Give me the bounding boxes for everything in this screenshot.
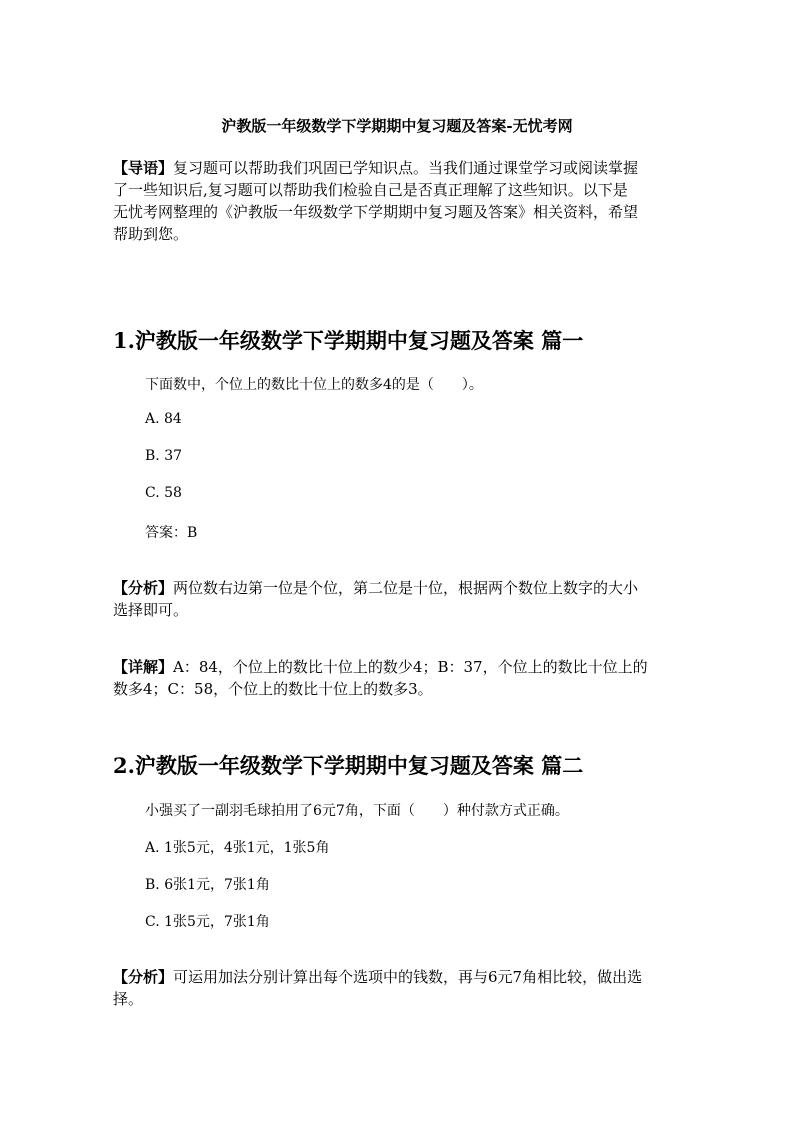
section-1-question: 下面数中，个位上的数比十位上的数多4的是（ ）。 xyxy=(145,377,483,393)
section-1-analysis-line-1 xyxy=(113,577,638,599)
section-2-analysis-tag: 【分析】 xyxy=(113,968,174,986)
section-2-analysis-line-1 xyxy=(113,966,642,988)
intro-line-2: 了一些知识后,复习题可以帮助我们检验自己是否真正理解了这些知识。以下是 xyxy=(113,181,628,199)
intro-tag: 【导语】 xyxy=(113,159,174,177)
intro-line-3: 无忧考网整理的《沪教版一年级数学下学期期中复习题及答案》相关资料，希望 xyxy=(113,203,639,221)
section-1-heading: 1.沪教版一年级数学下学期期中复习题及答案 篇一 xyxy=(113,328,584,353)
section-2-option-a: A. 1张5元，4张1元，1张5角 xyxy=(145,840,330,856)
section-1-analysis-line-2: 选择即可。 xyxy=(113,601,189,619)
intro-line-4: 帮助到您。 xyxy=(113,225,189,243)
section-2-heading: 2.沪教版一年级数学下学期期中复习题及答案 篇二 xyxy=(113,753,584,778)
section-1-option-b: B. 37 xyxy=(145,448,183,464)
section-1-analysis-text-1: 两位数右边第一位是个位，第二位是十位，根据两个数位上数字的大小 xyxy=(173,579,639,597)
section-1-explain-tag: 【详解】 xyxy=(113,658,174,676)
section-1-explain-line-2: 数多4；C：58，个位上的数比十位上的数多3。 xyxy=(113,680,433,698)
section-2-option-b: B. 6张1元，7张1角 xyxy=(145,877,270,893)
intro-text-1: 复习题可以帮助我们巩固已学知识点。当我们通过课堂学习或阅读掌握 xyxy=(173,159,639,177)
section-1-explain-text-1: A：84，个位上的数比十位上的数少4；B：37，个位上的数比十位上的 xyxy=(173,658,648,676)
section-1-explain-line-1 xyxy=(113,656,648,678)
section-1-analysis-tag: 【分析】 xyxy=(113,579,174,597)
section-1-option-c: C. 58 xyxy=(145,485,182,501)
section-2-option-c: C. 1张5元，7张1角 xyxy=(145,914,270,930)
intro-line-1 xyxy=(113,157,638,179)
section-2-analysis-text-1: 可运用加法分别计算出每个选项中的钱数，再与6元7角相比较，做出选 xyxy=(173,968,643,986)
section-2-analysis-line-2: 择。 xyxy=(113,990,144,1008)
section-1-answer: 答案：B xyxy=(145,525,198,541)
document-title: 沪教版一年级数学下学期期中复习题及答案-无忧考网 xyxy=(221,117,573,135)
section-2-question: 小强买了一副羽毛球拍用了6元7角，下面（ ）种付款方式正确。 xyxy=(145,803,569,819)
section-1-option-a: A. 84 xyxy=(145,411,182,427)
